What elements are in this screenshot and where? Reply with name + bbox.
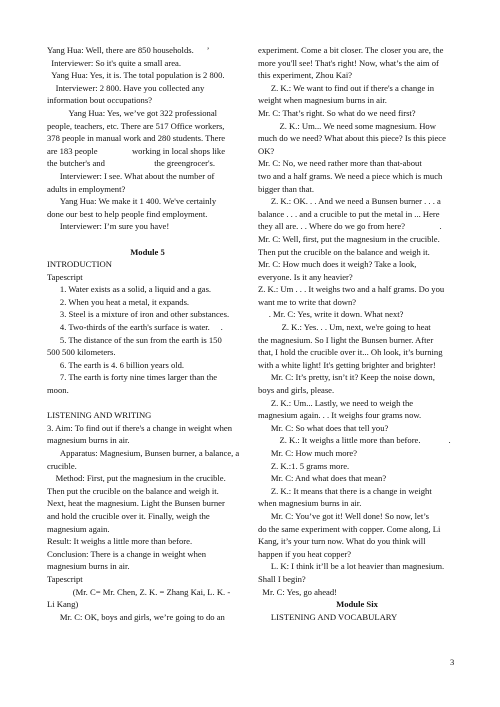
- text-line: Mr. C: It’s pretty, isn’t it? Keep the noise down,: [258, 372, 435, 383]
- text-line: Z. K.:1. 5 grams more.: [258, 460, 350, 471]
- text-line: much do we need? What about this piece? Is this piece: [258, 133, 446, 144]
- page-number: 3: [450, 657, 455, 667]
- text-line: Interviewer: I’m sure you have!: [47, 221, 170, 232]
- text-line: Li Kang): [47, 599, 79, 610]
- text-line: Mr. C: OK, boys and girls, we’re going to do an: [47, 611, 225, 622]
- text-line: Kang, it’s your turn now. What do you think will: [258, 536, 426, 547]
- text-line: 500 500 kilometers.: [47, 347, 116, 358]
- text-line: people, teachers, etc. There are 517 Office workers,: [47, 120, 225, 131]
- text-line: are 183 people working in local shops like: [47, 145, 226, 156]
- text-line: Z. K.: Um... Lastly, we need to weigh the: [258, 397, 414, 408]
- text-line: Mr. C: So what does that tell you?: [258, 422, 389, 433]
- text-line: bigger than that.: [258, 183, 315, 194]
- text-line: the butcher's and the greengrocer's.: [47, 158, 215, 169]
- text-line: experiment. Come a bit closer. The closer you are, the: [258, 45, 444, 55]
- text-line: crucible.: [47, 460, 77, 471]
- text-line: Mr. C: How much does it weigh? Take a look,: [258, 259, 417, 270]
- text-line: Z. K.: It weighs a little more than before. .: [258, 435, 451, 446]
- text-line: Mr. C: That’s right. So what do we need first?: [258, 107, 416, 118]
- text-line: Mr. C: Yes, go ahead!: [258, 586, 338, 597]
- text-line: Yang Hua: Yes, we’ve got 322 professional: [47, 107, 218, 118]
- text-line: Z. K.: It means that there is a change in weight: [258, 485, 432, 496]
- text-line: moon.: [47, 385, 69, 396]
- left-column: [47, 44, 248, 623]
- text-line: magnesium again.: [47, 523, 110, 534]
- text-line: 7. The earth is forty nine times larger than the: [47, 372, 218, 383]
- text-line: Mr. C: No, we need rather more than that-about: [258, 158, 422, 169]
- text-line: adults in employment?: [47, 183, 126, 194]
- text-line: Interviewer: 2 800. Have you collected any: [47, 82, 205, 93]
- text-line: 2. When you heat a metal, it expands.: [47, 296, 190, 307]
- text-line: 1. Water exists as a solid, a liquid and a gas.: [47, 284, 212, 295]
- text-line: done our best to help people find employment.: [47, 208, 208, 219]
- text-line: Mr. C: You’ve got it! Well done! So now, let’s: [258, 510, 429, 521]
- text-line: Z. K.: Yes. . . Um, next, we're going to heat: [258, 322, 431, 333]
- text-line: 5. The distance of the sun from the earth is 150: [47, 334, 222, 345]
- text-line: Yang Hua: Well, there are 850 households. ’: [47, 45, 210, 55]
- text-line: Apparatus: Magnesium, Bunsen burner, a balance, a: [47, 448, 240, 458]
- text-line: [47, 397, 248, 410]
- text-line: information bout occupations?: [47, 95, 153, 106]
- text-line: and hold the crucible over it. Finally, weigh the: [47, 510, 210, 521]
- text-line: Method: First, put the magnesium in the crucible.: [47, 473, 226, 484]
- text-line: with a white light! It's getting brighter and brighter!: [258, 359, 436, 370]
- text-line: do the same experiment with copper. Come along, Li: [258, 523, 441, 534]
- text-line: happen if you heat copper?: [258, 548, 352, 559]
- text-line: Shall I begin?: [258, 573, 306, 584]
- text-line: 3. Steel is a mixture of iron and other substances.: [47, 309, 230, 320]
- text-line: Result: It weighs a little more than before.: [47, 536, 193, 547]
- text-line: Tapescript: [47, 573, 83, 584]
- text-line: this experiment, Zhou Kai?: [258, 70, 353, 81]
- text-line: Yang Hua: Yes, it is. The total population is 2 800.: [47, 70, 225, 81]
- text-line: that, I hold the crucible over it... Oh look, it’s burning: [258, 347, 443, 358]
- text-line: they all are. . . Where do we go from here? .: [258, 221, 442, 232]
- text-line: boys and girls, please.: [258, 385, 335, 396]
- text-line: everyone. Is it any heavier?: [258, 271, 353, 282]
- text-line: . Mr. C: Yes, write it down. What next?: [258, 309, 404, 320]
- text-line: Mr. C: Well, first, put the magnesium in the crucible.: [258, 233, 440, 244]
- text-line: (Mr. C= Mr. Chen, Z. K. = Zhang Kai, L. K. -: [47, 586, 231, 597]
- text-line: Mr. C: How much more?: [258, 448, 358, 458]
- text-line: more you'll see! That's right! Now, what’s the aim of: [258, 57, 439, 68]
- text-line: Z. K.: Um . . . It weighs two and a half grams. Do you: [258, 284, 445, 295]
- text-line: magnesium again. . . It weighs four grams now.: [258, 410, 422, 421]
- text-line: L. K: I think it’ll be a lot heavier than magnesium.: [258, 561, 445, 572]
- text-line: LISTENING AND VOCABULARY: [258, 611, 398, 622]
- text-line: Conclusion: There is a change in weight when: [47, 548, 207, 559]
- text-line: Then put the crucible on the balance and weigh it.: [258, 246, 430, 257]
- text-line: 4. Two-thirds of the earth's surface is water. .: [47, 322, 223, 333]
- text-line: 3. Aim: To find out if there's a change in weight when: [47, 422, 233, 433]
- text-line: when magnesium burns in air.: [258, 498, 362, 509]
- text-line: INTRODUCTION: [47, 259, 112, 270]
- text-line: want me to write that down?: [258, 296, 357, 307]
- text-line: 378 people in manual work and 280 students. There: [47, 133, 226, 144]
- text-line: [47, 233, 248, 246]
- text-line: LISTENING AND WRITING: [47, 410, 152, 421]
- text-line: Mr. C: And what does that mean?: [258, 473, 387, 484]
- text-line: Z. K.: Um... We need some magnesium. How: [258, 120, 436, 131]
- section-heading: Module Six: [336, 599, 378, 610]
- text-line: weight when magnesium burns in air.: [258, 95, 387, 106]
- text-line: the magnesium. So I light the Bunsen burner. After: [258, 334, 434, 345]
- text-line: Interviewer: So it's quite a small area.: [47, 57, 181, 68]
- text-line: OK?: [258, 145, 275, 156]
- text-line: Yang Hua: We make it 1 400. We've certainly: [47, 196, 217, 207]
- text-line: balance . . . and a crucible to put the metal in ... Here: [258, 208, 440, 219]
- text-line: Tapescript: [47, 271, 83, 282]
- text-line: magnesium burns in air.: [47, 435, 130, 446]
- text-line: two and a half grams. We need a piece which is much: [258, 170, 443, 181]
- text-line: Z. K.: OK. . . And we need a Bunsen burner . . . a: [258, 196, 441, 207]
- right-column: [258, 44, 456, 623]
- text-line: Interviewer: I see. What about the number of: [47, 170, 215, 181]
- text-line: Then put the crucible on the balance and weigh it.: [47, 485, 219, 496]
- text-line: Next, heat the magnesium. Light the Bunsen burner: [47, 498, 225, 509]
- text-line: Z. K.: We want to find out if there's a change in: [258, 82, 435, 93]
- text-line: 6. The earth is 4. 6 billion years old.: [47, 359, 185, 370]
- section-heading: Module 5: [130, 246, 165, 257]
- text-line: magnesium burns in air.: [47, 561, 130, 572]
